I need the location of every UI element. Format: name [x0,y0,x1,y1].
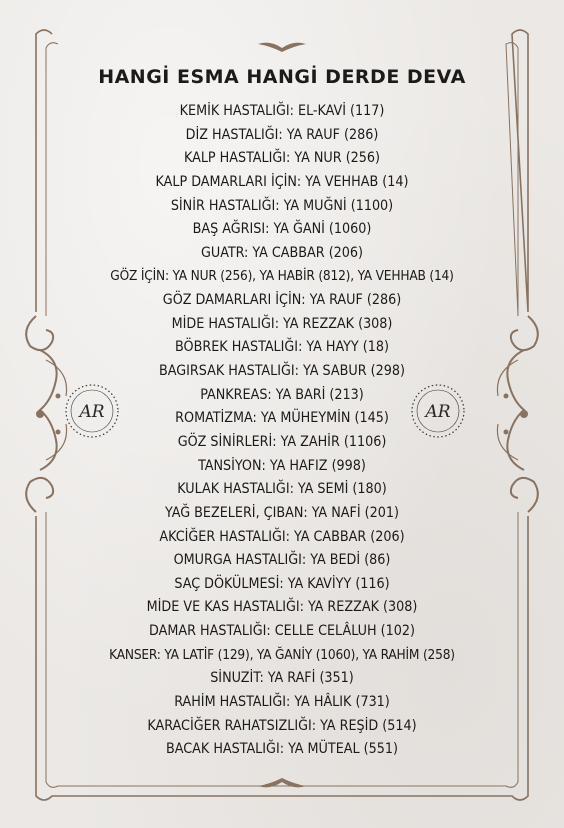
list-item: BÖBREK HASTALIĞI: YA HAYY (18) [175,339,389,356]
page-title: HANGİ ESMA HANGİ DERDE DEVA [98,66,466,88]
list-item: BAŞ AĞRISI: YA ĞANİ (1060) [192,221,372,238]
list-item: KEMİK HASTALIĞI: EL-KAVİ (117) [179,103,385,119]
list-item: BACAK HASTALIĞI: YA MÜTEAL (551) [166,741,398,758]
top-ornament [258,43,306,52]
list-item: DİZ HASTALIĞI: YA RAUF (286) [185,126,379,143]
list-item: YAĞ BEZELERİ, ÇIBAN: YA NAFİ (201) [165,504,399,521]
list-item: BAGIRSAK HASTALIĞI: YA SABUR (298) [159,363,405,380]
list-item: ROMATİZMA: YA MÜHEYMİN (145) [175,410,389,427]
list-item: GÖZ DAMARLARI İÇİN: YA RAUF (286) [162,292,402,309]
list-item: SAÇ DÖKÜLMESİ: YA KAVİYY (116) [174,575,390,592]
logo-text: AR [79,402,105,422]
list-item: GUATR: YA CABBAR (206) [200,244,364,261]
list-item: OMURGA HASTALIĞI: YA BEDİ (86) [173,552,391,569]
list-item: KALP HASTALIĞI: YA NUR (256) [183,150,381,167]
remedy-list [40,100,524,762]
list-item: SİNUZİT: YA RAFİ (351) [210,670,354,687]
logo-text: AR [425,402,451,422]
list-item: DAMAR HASTALIĞI: CELLE CELÂLUH (102) [149,623,415,640]
list-item: MİDE VE KAS HASTALIĞI: YA REZZAK (308) [146,599,418,616]
list-item: MİDE HASTALIĞI: YA REZZAK (308) [171,315,393,332]
list-item: AKCİĞER HASTALIĞI: YA CABBAR (206) [159,528,405,545]
list-item: KANSER: YA LATİF (129), YA ĞANİY (1060), YA RAHİM (258) [109,646,455,663]
list-item: PANKREAS: YA BARİ (213) [200,386,364,403]
list-item: TANSİYON: YA HAFIZ (998) [198,457,366,474]
list-item: KULAK HASTALIĞI: YA SEMİ (180) [177,481,387,498]
list-item: SİNİR HASTALIĞI: YA MUĞNİ (1100) [170,197,394,214]
list-item: KARACİĞER RAHATSIZLIĞI: YA REŞİD (514) [147,717,417,734]
list-item: KALP DAMARLARI İÇİN: YA VEHHAB (14) [155,173,409,190]
list-item: RAHİM HASTALIĞI: YA HÂLIK (731) [174,694,390,711]
list-item: GÖZ SİNİRLERİ: YA ZAHİR (1106) [177,433,387,450]
list-item: GÖZ İÇİN: YA NUR (256), YA HABİR (812), YA VEHHAB (14) [110,268,454,285]
